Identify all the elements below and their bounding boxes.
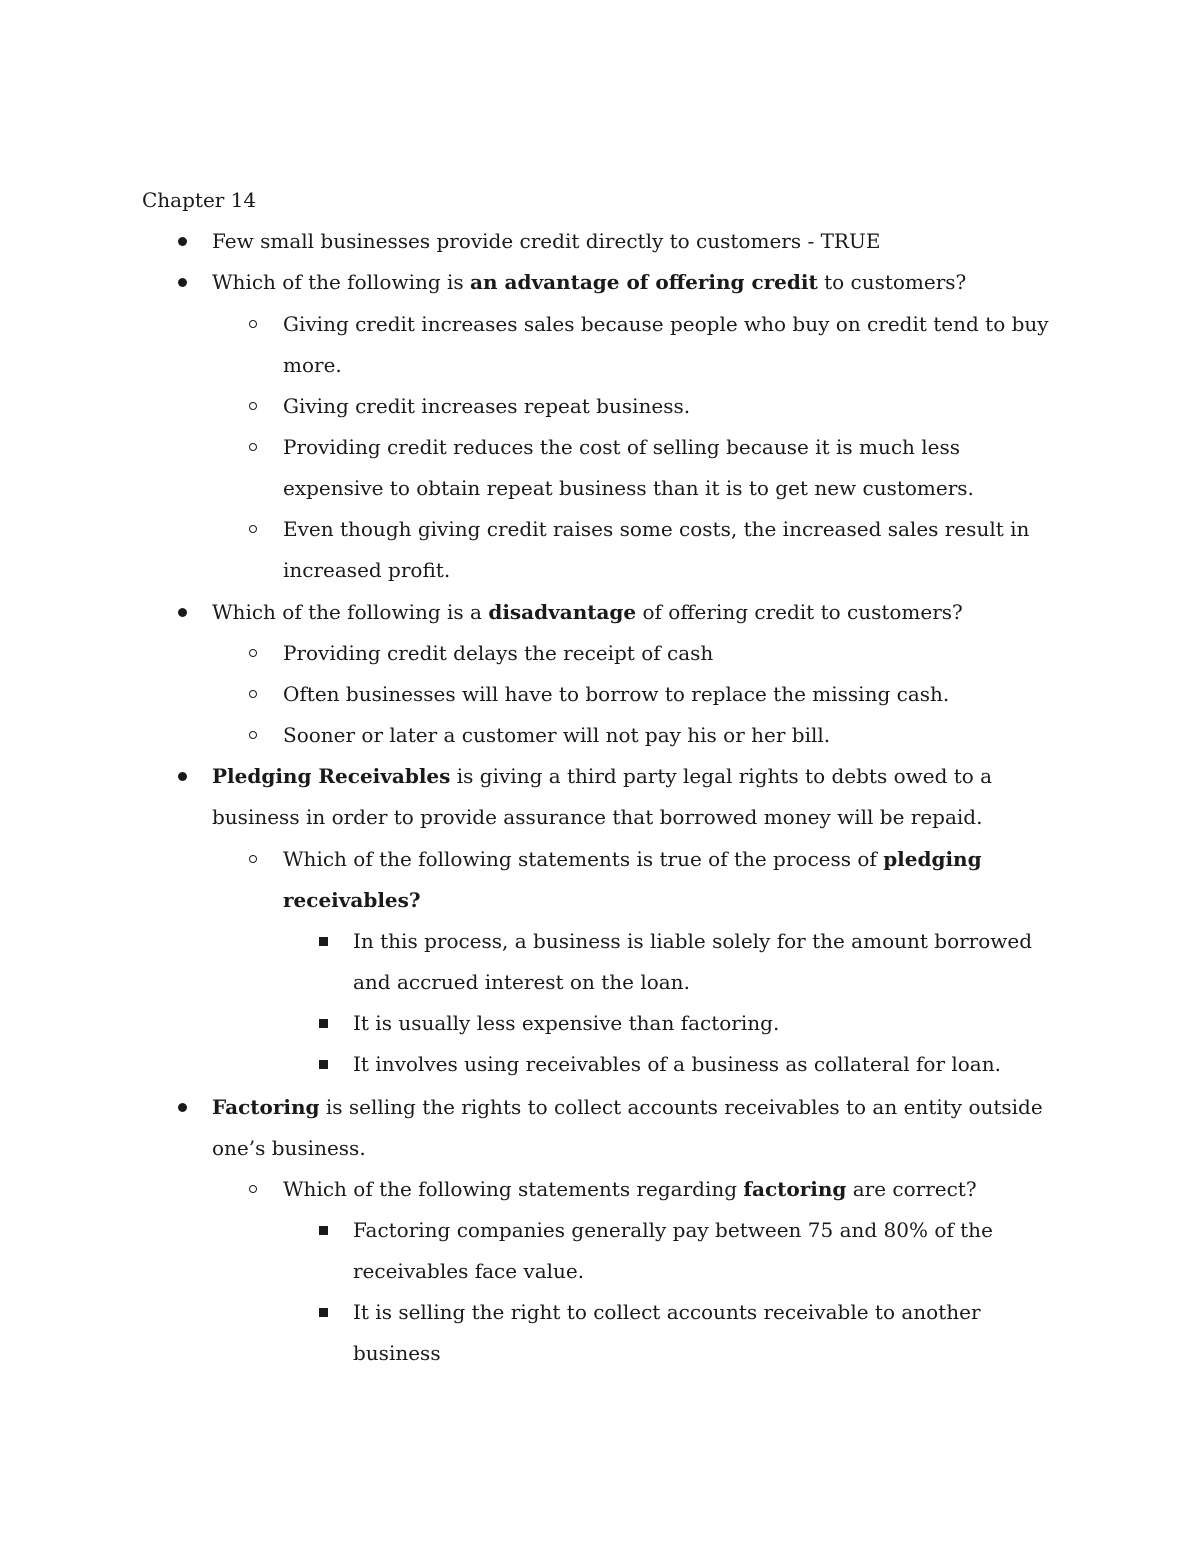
definition-text: is selling the rights to collect accounts receivables to an entity outside — [319, 1095, 1043, 1119]
answer-line: expensive to obtain repeat business than it is to get new customers. — [283, 476, 974, 500]
square-bullet-icon — [319, 1308, 328, 1317]
question-emphasis: disadvantage — [488, 600, 637, 624]
answer-line: Often businesses will have to borrow to replace the missing cash. — [283, 682, 950, 706]
bullet-icon — [178, 237, 187, 246]
answer-line: It is usually less expensive than factoring. — [353, 1011, 780, 1035]
answer-line: Giving credit increases sales because people who buy on credit tend to buy — [283, 312, 1049, 336]
bullet-icon — [178, 772, 187, 781]
answer-line: It involves using receivables of a business as collateral for loan. — [353, 1052, 1001, 1076]
question-emphasis: an advantage of offering credit — [470, 270, 818, 294]
definition-line — [212, 762, 992, 790]
bullet-icon — [178, 1103, 187, 1112]
question-text: Which of the following statements regarding — [283, 1177, 744, 1201]
bullet-icon — [178, 608, 187, 617]
square-bullet-icon — [319, 1019, 328, 1028]
definition-text: is giving a third party legal rights to debts owed to a — [450, 764, 993, 788]
question-line — [283, 1175, 977, 1203]
term-pledging: Pledging Receivables — [212, 764, 451, 788]
hollow-bullet-icon — [249, 525, 257, 533]
question-text: to customers? — [817, 270, 967, 294]
hollow-bullet-icon — [249, 1185, 257, 1193]
answer-line: Providing credit delays the receipt of cash — [283, 641, 714, 665]
hollow-bullet-icon — [249, 731, 257, 739]
list-item — [212, 598, 963, 626]
square-bullet-icon — [319, 1226, 328, 1235]
definition-line: one’s business. — [212, 1136, 366, 1160]
answer-line: Even though giving credit raises some costs, the increased sales result in — [283, 517, 1030, 541]
list-item — [212, 268, 966, 296]
hollow-bullet-icon — [249, 320, 257, 328]
answer-line: business — [353, 1341, 441, 1365]
answer-line: Giving credit increases repeat business. — [283, 394, 691, 418]
answer-line: and accrued interest on the loan. — [353, 970, 690, 994]
hollow-bullet-icon — [249, 690, 257, 698]
question-text: Which of the following is a — [212, 600, 489, 624]
hollow-bullet-icon — [249, 443, 257, 451]
term-factoring: Factoring — [212, 1095, 320, 1119]
question-emphasis: pledging — [883, 847, 982, 871]
question-text: of offering credit to customers? — [636, 600, 963, 624]
answer-line: In this process, a business is liable solely for the amount borrowed — [353, 929, 1033, 953]
answer-line: more. — [283, 353, 342, 377]
answer-line: Sooner or later a customer will not pay his or her bill. — [283, 723, 831, 747]
question-emphasis: factoring — [743, 1177, 847, 1201]
question-emphasis: receivables? — [283, 888, 421, 912]
page-title: Chapter 14 — [142, 188, 257, 212]
question-line — [283, 886, 421, 914]
hollow-bullet-icon — [249, 649, 257, 657]
answer-line: receivables face value. — [353, 1259, 585, 1283]
question-text: are correct? — [846, 1177, 977, 1201]
bullet-icon — [178, 278, 187, 287]
list-item: Few small businesses provide credit directly to customers - TRUE — [212, 229, 881, 253]
hollow-bullet-icon — [249, 402, 257, 410]
answer-line: increased profit. — [283, 558, 451, 582]
square-bullet-icon — [319, 937, 328, 946]
square-bullet-icon — [319, 1060, 328, 1069]
question-text: Which of the following statements is true of the process of — [283, 847, 884, 871]
question-text: Which of the following is — [212, 270, 471, 294]
definition-line — [212, 1093, 1043, 1121]
answer-line: Providing credit reduces the cost of selling because it is much less — [283, 435, 961, 459]
answer-line: Factoring companies generally pay between 75 and 80% of the — [353, 1218, 993, 1242]
hollow-bullet-icon — [249, 855, 257, 863]
answer-line: It is selling the right to collect accounts receivable to another — [353, 1300, 981, 1324]
definition-line: business in order to provide assurance that borrowed money will be repaid. — [212, 805, 983, 829]
question-line — [283, 845, 982, 873]
